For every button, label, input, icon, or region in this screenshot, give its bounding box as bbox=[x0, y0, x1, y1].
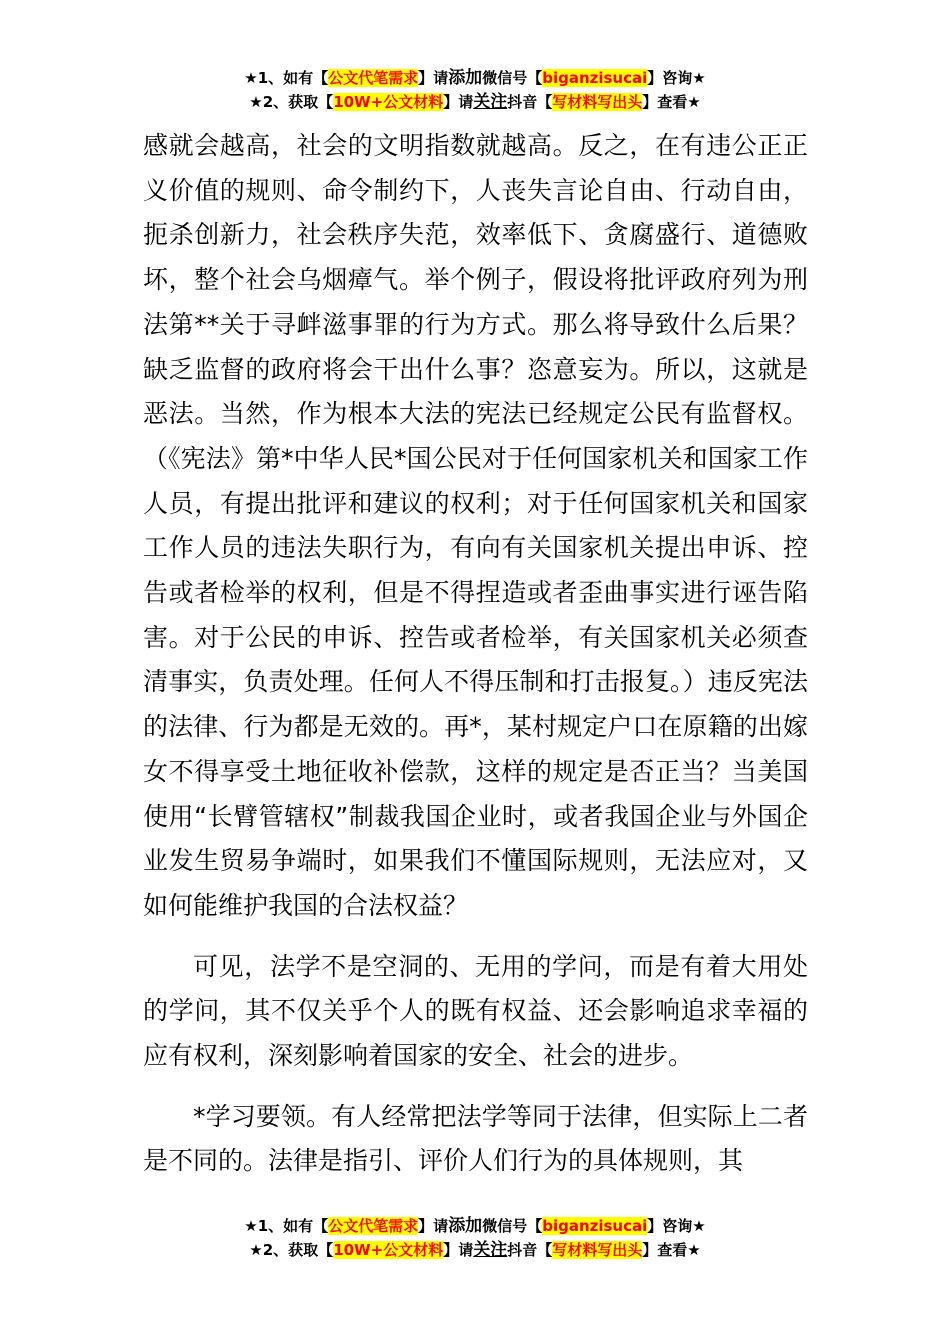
footer-banner bbox=[0, 1214, 950, 1262]
star-icon: ★ bbox=[687, 1241, 701, 1259]
banner-line-1: ★1、如有【公文代笔需求】请添加微信号【biganzisucai】咨询★ bbox=[244, 1216, 706, 1236]
paragraph-study-tips: *学习要领。有人经常把法学等同于法律，但实际上二者是不同的。法律是指引、评价人们行为的具体规则，其 bbox=[143, 1101, 808, 1176]
paragraph-continuation: 感就会越高，社会的文明指数就越高。反之，在有违公正正义价值的规则、命令制约下，人丧失言论自由、行动自由，扼杀创新力，社会秩序失范，效率低下、贪腐盛行、道德败坏，整个社会乌烟瘴气。举个例子，假设将批评政府列为刑法第**关于寻衅滋事罪的行为方式。那么将导致什么后果？缺乏监督的政府将会干出什么事？恣意妄为。所以，这就是恶法。当然，作为根本大法的宪法已经规定公民有监督权。（《宪法》第*中华人民*国公民对于任何国家机关和国家工作人员，有提出批评和建议的权利；对于任何国家机关和国家工作人员的违法失职行为，有向有关国家机关提出申诉、控告或者检举的权利，但是不得捏造或者歪曲事实进行诬告陷害。对于公民的申诉、控告或者检举，有关国家机关必须查清事实，负责处理。任何人不得压制和打击报复。）违反宪法的法律、行为都是无效的。再*，某村规定户口在原籍的出嫁女不得享受土地征收补偿款，这样的规定是否正当？当美国使用“长臂管辖权”制裁我国企业时，或者我国企业与外国企业发生贸易争端时，如果我们不懂国际规则，无法应对，又如何能维护我国的合法权益？ bbox=[143, 131, 808, 920]
star-icon: ★ bbox=[687, 93, 701, 111]
star-icon: ★ bbox=[244, 69, 258, 87]
highlight-service: 公文代笔需求 bbox=[328, 1217, 419, 1235]
highlight-wechat-id: biganzisucai bbox=[542, 69, 648, 87]
star-icon: ★ bbox=[692, 1217, 706, 1235]
highlight-service: 公文代笔需求 bbox=[328, 69, 419, 87]
highlight-materials: 10W+公文材料 bbox=[333, 1241, 444, 1259]
star-icon: ★ bbox=[244, 1217, 258, 1235]
banner-line-1: ★1、如有【公文代笔需求】请添加微信号【biganzisucai】咨询★ bbox=[244, 68, 706, 88]
highlight-wechat-id: biganzisucai bbox=[542, 1217, 648, 1235]
paragraph-conclusion: 可见，法学不是空洞的、无用的学问，而是有着大用处的学问，其不仅关乎个人的既有权益、还会影响追求幸福的应有权利，深刻影响着国家的安全、社会的进步。 bbox=[143, 951, 808, 1071]
star-icon: ★ bbox=[249, 93, 263, 111]
header-banner bbox=[0, 66, 950, 114]
banner-line-2: ★2、获取【10W+公文材料】请关注抖音【写材料写出头】查看★ bbox=[249, 1240, 701, 1260]
highlight-douyin-account: 写材料写出头 bbox=[552, 93, 643, 111]
highlight-douyin-account: 写材料写出头 bbox=[552, 1241, 643, 1259]
highlight-materials: 10W+公文材料 bbox=[333, 93, 444, 111]
banner-line-2: ★2、获取【10W+公文材料】请关注抖音【写材料写出头】查看★ bbox=[249, 92, 701, 112]
star-icon: ★ bbox=[249, 1241, 263, 1259]
star-icon: ★ bbox=[692, 69, 706, 87]
document-body bbox=[143, 124, 808, 1184]
